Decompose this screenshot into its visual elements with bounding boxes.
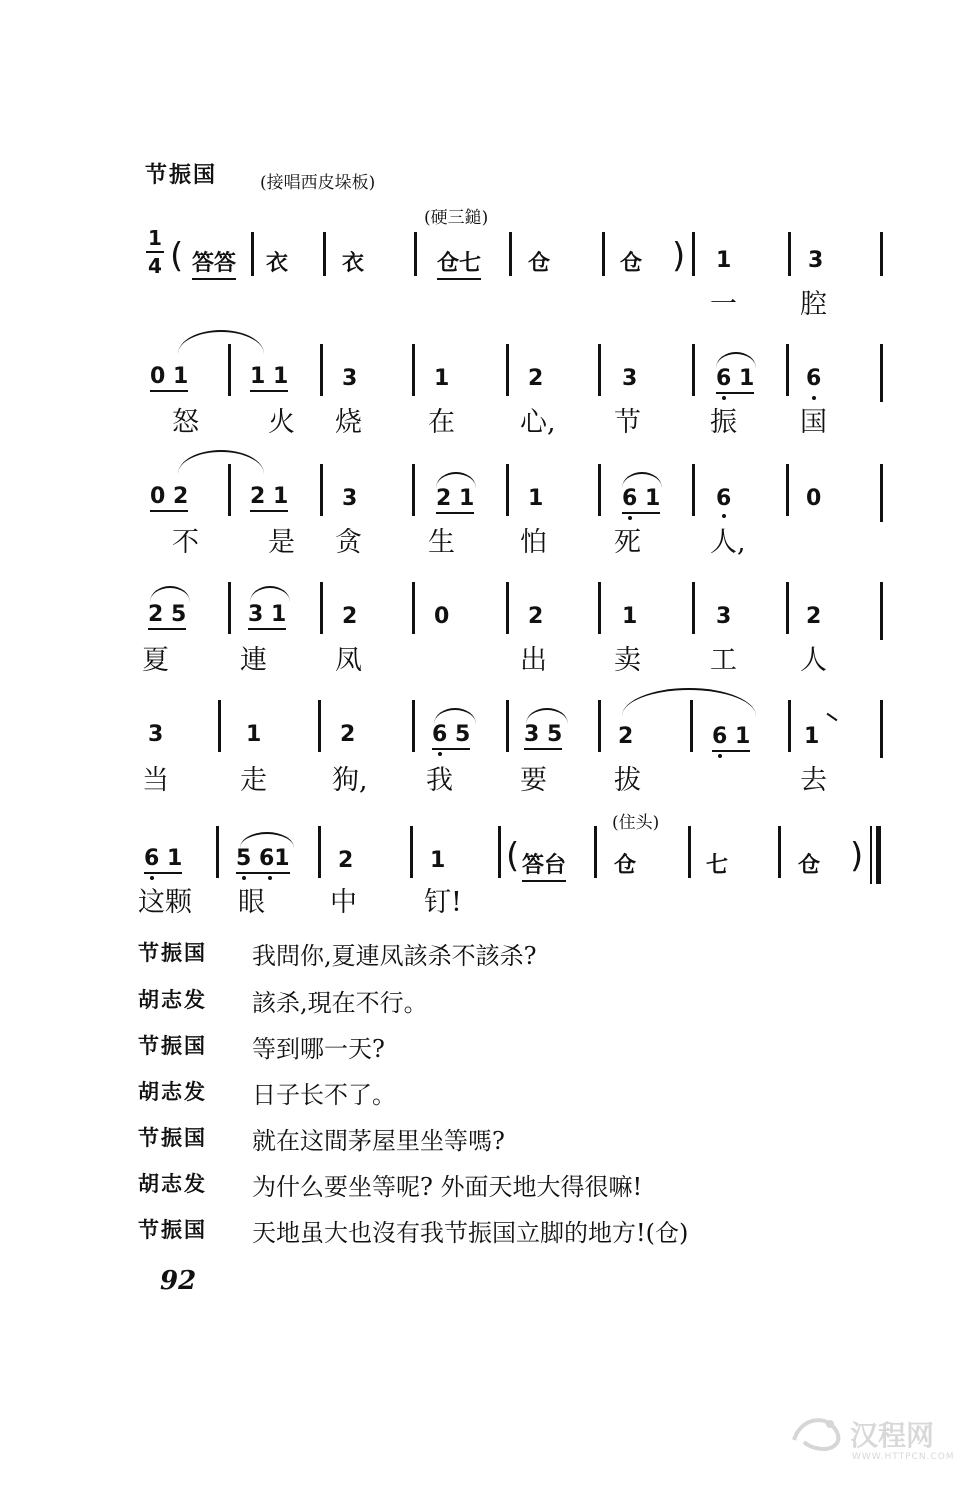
barline xyxy=(410,826,413,878)
lyric: 生 xyxy=(428,527,455,558)
lyric: 贪 xyxy=(335,527,362,558)
barline xyxy=(788,232,791,276)
note: 3 xyxy=(342,366,358,391)
lyric: 走 xyxy=(240,765,267,796)
note: 2 xyxy=(338,848,354,873)
barline xyxy=(786,582,789,634)
note: 仓 xyxy=(798,853,821,878)
low-octave-dot xyxy=(438,752,442,756)
barline xyxy=(880,344,883,402)
dialogue-line: 就在这間茅屋里坐等嗎? xyxy=(252,1127,505,1155)
lyric: 一 xyxy=(710,289,737,320)
lyric: 眼 xyxy=(238,887,265,918)
time-signature-line xyxy=(146,251,164,253)
note: 3 xyxy=(148,722,164,747)
note: 5 61 xyxy=(236,846,290,874)
note: 6 1 xyxy=(716,366,754,394)
barline xyxy=(318,700,321,752)
barline xyxy=(509,232,512,276)
note: 3 xyxy=(622,366,638,391)
note: 仓 xyxy=(614,853,637,878)
note: 6 5 xyxy=(432,722,470,750)
barline xyxy=(880,464,883,522)
lyric: 节 xyxy=(614,407,641,438)
dialogue-line: 日子长不了。 xyxy=(252,1081,396,1109)
barline xyxy=(880,232,883,276)
lyric: 去 xyxy=(800,765,827,796)
lyric: 不 xyxy=(172,527,199,558)
note: 0 xyxy=(434,604,450,629)
note: 6 1 xyxy=(712,724,750,752)
lyric: 是 xyxy=(268,527,295,558)
time-signature-top: 1 xyxy=(148,226,162,250)
barline xyxy=(778,826,781,878)
barline xyxy=(218,700,221,752)
note: 1 xyxy=(804,724,820,749)
watermark-url: WWW.HTTPCN.COM xyxy=(852,1452,955,1462)
paren-close: ) xyxy=(850,836,864,876)
dialogue-role: 节振国 xyxy=(138,1126,207,1150)
dialogue-role: 节振国 xyxy=(138,1218,207,1242)
watermark-name: 汉程网 xyxy=(850,1419,935,1452)
note: 1 xyxy=(622,604,638,629)
barline xyxy=(318,826,321,878)
note: 6 1 xyxy=(622,486,660,514)
note: 2 5 xyxy=(148,602,186,630)
note: 仓 xyxy=(528,251,551,276)
lyric: 凤 xyxy=(335,645,362,676)
lyric: 心, xyxy=(520,407,556,438)
lyric: 出 xyxy=(520,645,547,676)
dialogue-line: 該杀,現在不行。 xyxy=(252,989,428,1017)
dialogue-role: 节振国 xyxy=(138,1034,207,1058)
slur xyxy=(622,688,756,716)
lyric: 人 xyxy=(800,645,827,676)
barline xyxy=(594,826,597,878)
page-number: 92 xyxy=(160,1266,197,1296)
barline xyxy=(251,232,254,276)
slur xyxy=(250,586,290,602)
barline xyxy=(498,826,501,878)
dialogue-role: 节振国 xyxy=(138,941,207,965)
time-signature-bottom: 4 xyxy=(148,254,162,278)
barline xyxy=(320,582,323,634)
lyric: 中 xyxy=(330,887,357,918)
barline xyxy=(598,582,601,634)
note: 3 1 xyxy=(248,602,286,630)
barline xyxy=(216,826,219,878)
lyric: 怒 xyxy=(172,407,199,438)
note: 3 xyxy=(342,486,358,511)
slur xyxy=(178,450,264,474)
note: 2 xyxy=(528,604,544,629)
note: 2 1 xyxy=(250,484,288,512)
percussion-annotation: (住头) xyxy=(612,813,660,833)
note: 1 xyxy=(434,366,450,391)
barline xyxy=(506,344,509,396)
paren-close: ) xyxy=(672,236,686,276)
lyric: 拔 xyxy=(614,765,641,796)
note: 2 1 xyxy=(436,486,474,514)
breath-mark xyxy=(827,713,838,722)
dialogue-role: 胡志发 xyxy=(138,988,207,1012)
barline xyxy=(598,700,601,752)
note: 1 xyxy=(430,848,446,873)
barline xyxy=(692,582,695,634)
singer-role: 节振国 xyxy=(145,163,218,188)
note: 0 1 xyxy=(150,364,188,392)
dialogue-role: 胡志发 xyxy=(138,1080,207,1104)
dialogue-line: 为什么要坐等呢? 外面天地大得很嘛! xyxy=(252,1173,643,1201)
barline xyxy=(690,700,693,752)
note: 仓七 xyxy=(437,246,481,280)
note: 1 xyxy=(716,248,732,273)
lyric: 我 xyxy=(426,765,453,796)
barline xyxy=(414,232,417,276)
lyric: 钉! xyxy=(424,887,462,918)
barline xyxy=(412,344,415,396)
barline xyxy=(320,344,323,396)
dialogue-line: 我問你,夏連凤該杀不該杀? xyxy=(252,942,537,970)
lyric: 火 xyxy=(268,407,295,438)
note: 6 xyxy=(806,366,822,391)
barline xyxy=(788,700,791,752)
stage-direction: (接唱西皮垛板) xyxy=(260,173,376,193)
lyric: 卖 xyxy=(614,645,641,676)
barline xyxy=(688,826,691,878)
barline xyxy=(506,700,509,752)
paren-open: ( xyxy=(170,236,184,276)
final-barline-thick xyxy=(876,826,881,884)
dialogue-line: 天地虽大也沒有我节振国立脚的地方!(仓) xyxy=(252,1219,689,1247)
lyric: 国 xyxy=(800,407,827,438)
note: 6 xyxy=(716,486,732,511)
note: 6 1 xyxy=(144,846,182,874)
barline xyxy=(598,464,601,516)
note: 答台 xyxy=(522,848,566,882)
lyric: 要 xyxy=(520,765,547,796)
barline xyxy=(320,464,323,516)
note: 1 xyxy=(246,722,262,747)
lyric: 工 xyxy=(710,645,737,676)
barline xyxy=(412,464,415,516)
note: 2 xyxy=(528,366,544,391)
paren-open: ( xyxy=(506,836,520,876)
barline xyxy=(323,232,326,276)
barline xyxy=(602,232,605,276)
lyric: 連 xyxy=(240,645,267,676)
low-octave-dot xyxy=(268,876,272,880)
note: 七 xyxy=(706,853,729,878)
lyric: 这颗 xyxy=(138,887,192,918)
note: 0 2 xyxy=(150,484,188,512)
note: 仓 xyxy=(620,251,643,276)
dialogue-line: 等到哪一天? xyxy=(252,1035,385,1063)
barline xyxy=(412,700,415,752)
lyric: 当 xyxy=(142,765,169,796)
note: 3 xyxy=(716,604,732,629)
barline xyxy=(786,464,789,516)
barline xyxy=(598,344,601,396)
note: 答答 xyxy=(192,246,236,280)
barline xyxy=(880,582,883,640)
watermark-logo-icon xyxy=(790,1410,848,1454)
low-octave-dot xyxy=(722,514,726,518)
lyric: 死 xyxy=(614,527,641,558)
barline xyxy=(880,700,883,758)
note: 2 xyxy=(340,722,356,747)
note: 3 xyxy=(808,248,824,273)
note: 1 1 xyxy=(250,364,288,392)
note: 2 xyxy=(806,604,822,629)
final-barline-thin xyxy=(870,826,872,884)
low-octave-dot xyxy=(718,754,722,758)
lyric: 怕 xyxy=(520,527,547,558)
lyric: 在 xyxy=(428,407,455,438)
note: 2 xyxy=(342,604,358,629)
slur xyxy=(150,586,190,602)
lyric: 狗, xyxy=(332,765,368,796)
barline xyxy=(786,344,789,396)
barline xyxy=(692,232,695,276)
barline xyxy=(506,464,509,516)
lyric: 烧 xyxy=(335,407,362,438)
note: 衣 xyxy=(266,251,289,276)
percussion-annotation: (硬三鎚) xyxy=(424,208,489,228)
barline xyxy=(228,464,231,516)
note: 0 xyxy=(806,486,822,511)
lyric: 夏 xyxy=(142,645,169,676)
note: 衣 xyxy=(342,251,365,276)
barline xyxy=(692,464,695,516)
barline xyxy=(692,344,695,396)
lyric: 振 xyxy=(710,407,737,438)
barline xyxy=(228,344,231,396)
lyric: 腔 xyxy=(800,289,827,320)
slur xyxy=(178,330,264,354)
note: 3 5 xyxy=(524,722,562,750)
barline xyxy=(506,582,509,634)
note: 2 xyxy=(618,724,634,749)
note: 1 xyxy=(528,486,544,511)
lyric: 人, xyxy=(710,527,746,558)
barline xyxy=(412,582,415,634)
barline xyxy=(228,582,231,634)
dialogue-role: 胡志发 xyxy=(138,1172,207,1196)
